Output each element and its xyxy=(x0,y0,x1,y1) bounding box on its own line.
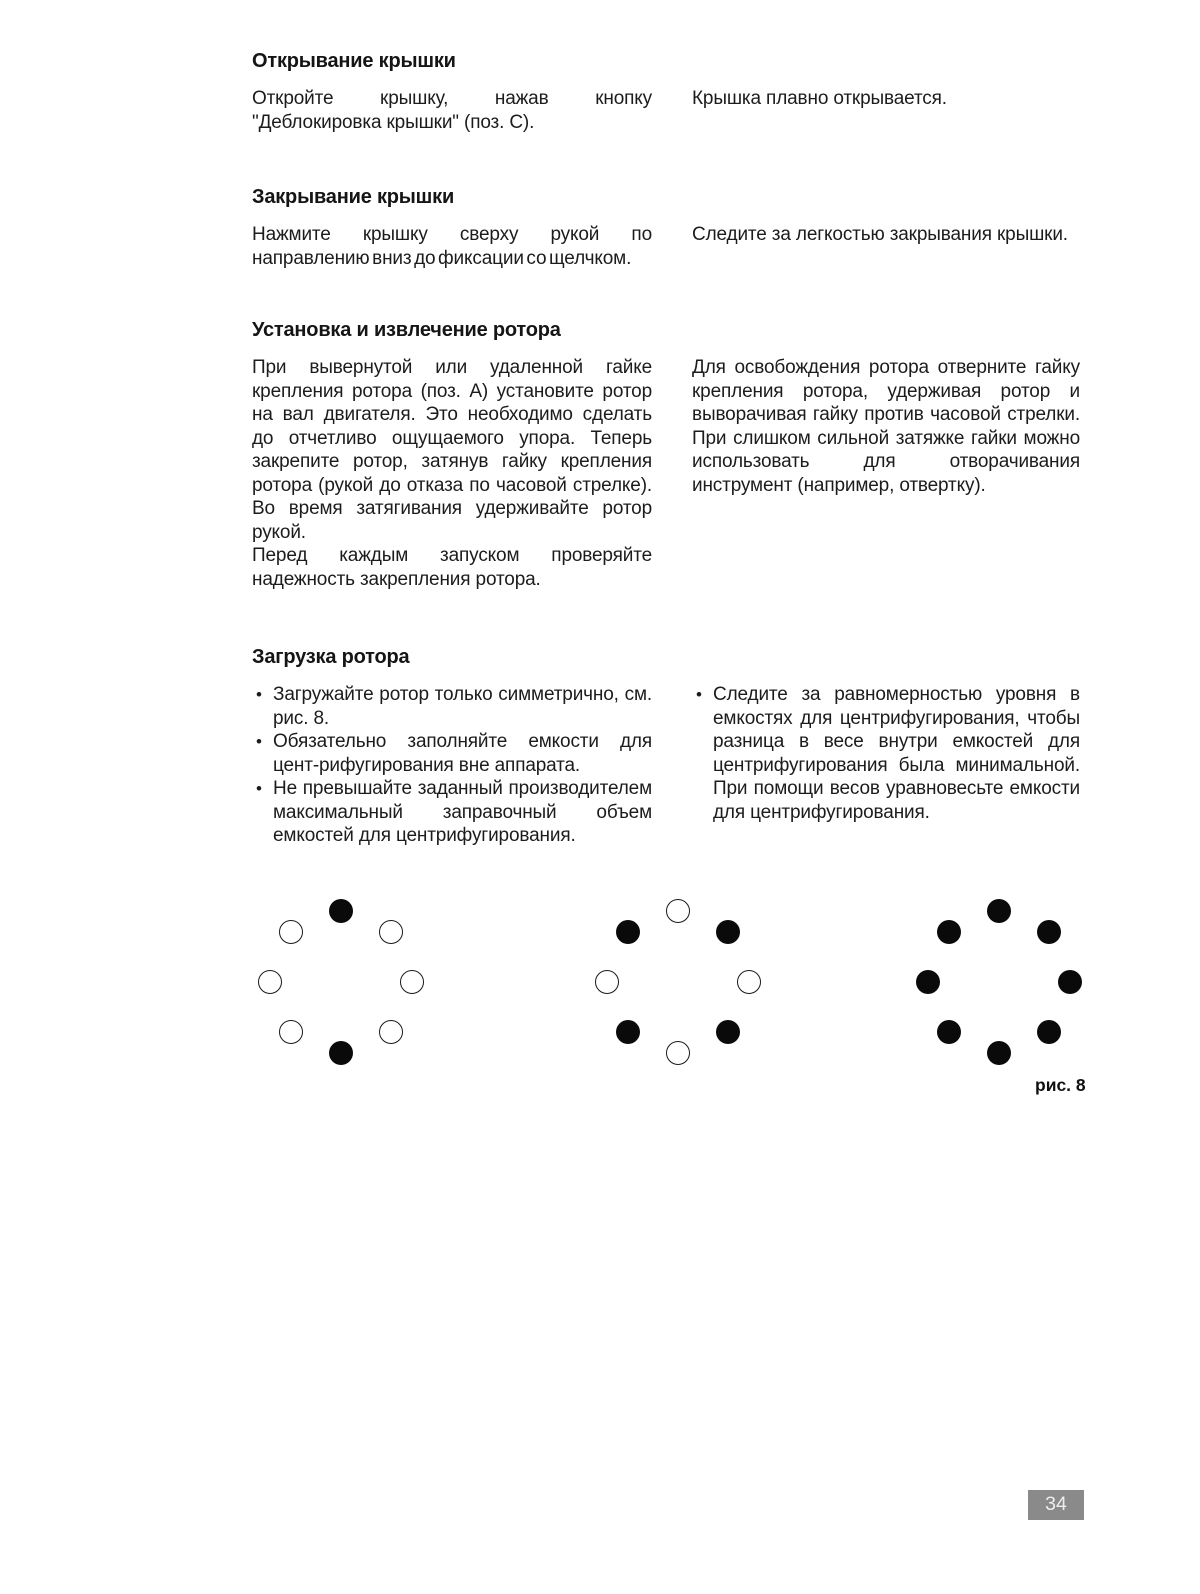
rotor-slot-filled xyxy=(329,899,353,923)
section-heading: Установка и извлечение ротора xyxy=(252,319,561,341)
rotor-slot-filled xyxy=(1058,970,1082,994)
rotor-slot-filled xyxy=(716,920,740,944)
section-opening-lid xyxy=(252,48,1080,134)
rotor-slot-filled xyxy=(1037,920,1061,944)
rotor-slot-filled xyxy=(329,1041,353,1065)
rotor-slot-empty xyxy=(379,920,403,944)
rotor-slot-filled xyxy=(937,1020,961,1044)
section-heading: Закрывание крышки xyxy=(252,186,455,208)
section-rotor-install-remove xyxy=(252,317,1080,591)
rotor-diagram-1 xyxy=(258,899,424,1065)
rotor-slot-filled xyxy=(916,970,940,994)
section-rotor-loading xyxy=(252,644,1080,848)
rotor-slot-empty xyxy=(279,1020,303,1044)
page-number: 34 xyxy=(1045,1493,1067,1516)
section-heading: Открывание крышки xyxy=(252,50,456,72)
rotor-slot-filled xyxy=(616,920,640,944)
bullet-list xyxy=(692,683,1080,824)
two-column-row xyxy=(252,683,1080,848)
rotor-slot-filled xyxy=(716,1020,740,1044)
rotor-slot-empty xyxy=(666,1041,690,1065)
instruction-column xyxy=(252,356,652,591)
rotor-slot-filled xyxy=(616,1020,640,1044)
instruction-text: При вывернутой или удаленной гайке крепления ротора (поз. А) установите ротор на вал двигателя. Это необходимо сделать до отчетливо ощущаемого упора. Теперь закрепите ротор, затянув гайку крепления ротора (рукой до отказа по часовой стрелке). Во время затягивания удерживайте ротор рукой. xyxy=(252,357,652,543)
rotor-slot-empty xyxy=(279,920,303,944)
rotor-diagram-3 xyxy=(916,899,1082,1065)
instruction-text: Перед каждым запуском проверяйте надежность закрепления ротора. xyxy=(252,545,652,590)
rotor-slot-filled xyxy=(1037,1020,1061,1044)
rotor-slot-empty xyxy=(400,970,424,994)
instruction-text: Откройте крышку, нажав кнопку "Деблокировка крышки" (поз. С). xyxy=(252,88,652,133)
two-column-row xyxy=(252,87,1080,134)
bullet-item: • Обязательно заполняйте емкости для цент-рифугирования вне аппарата. xyxy=(252,730,652,777)
bullet-item: • Загружайте ротор только симметрично, см. рис. 8. xyxy=(252,683,652,730)
section-closing-lid xyxy=(252,184,1080,270)
figure-rotor-loading-patterns xyxy=(0,899,1200,1110)
rotor-slot-empty xyxy=(258,970,282,994)
rotor-slot-filled xyxy=(987,899,1011,923)
section-heading: Загрузка ротора xyxy=(252,646,410,668)
bullet-item: • Не превышайте заданный производителем максимальный заправочный объем емкостей для центрифугирования. xyxy=(252,777,652,848)
page-number-badge xyxy=(1028,1490,1084,1520)
rotor-slot-filled xyxy=(987,1041,1011,1065)
result-text: Следите за легкостью закрывания крышки. xyxy=(692,224,1068,245)
rotor-slot-empty xyxy=(737,970,761,994)
rotor-slot-filled xyxy=(937,920,961,944)
instruction-text: Нажмите крышку сверху рукой по направлению вниз до фиксации со щелчком. xyxy=(252,224,652,269)
bullet-item: • Следите за равномерностью уровня в емкостях для центрифугирования, чтобы разница в весе внутри емкостей для центрифугирования была минимальной. При помощи весов уравновесьте емкости для центрифугирования. xyxy=(692,683,1080,824)
result-text: Для освобождения ротора отверните гайку крепления ротора, удерживая ротор и выворачивая гайку против часовой стрелки. При слишком сильной затяжке гайки можно использовать для отворачивания инструмент (например, отвертку). xyxy=(692,357,1080,496)
rotor-slot-empty xyxy=(666,899,690,923)
rotor-slot-empty xyxy=(379,1020,403,1044)
figure-caption: рис. 8 xyxy=(1035,1075,1086,1095)
two-column-row xyxy=(252,356,1080,591)
rotor-slot-empty xyxy=(595,970,619,994)
rotor-diagram-2 xyxy=(595,899,761,1065)
two-column-row xyxy=(252,223,1080,270)
result-text: Крышка плавно открывается. xyxy=(692,88,947,109)
bullet-list xyxy=(252,683,652,848)
page-content xyxy=(252,48,1080,848)
